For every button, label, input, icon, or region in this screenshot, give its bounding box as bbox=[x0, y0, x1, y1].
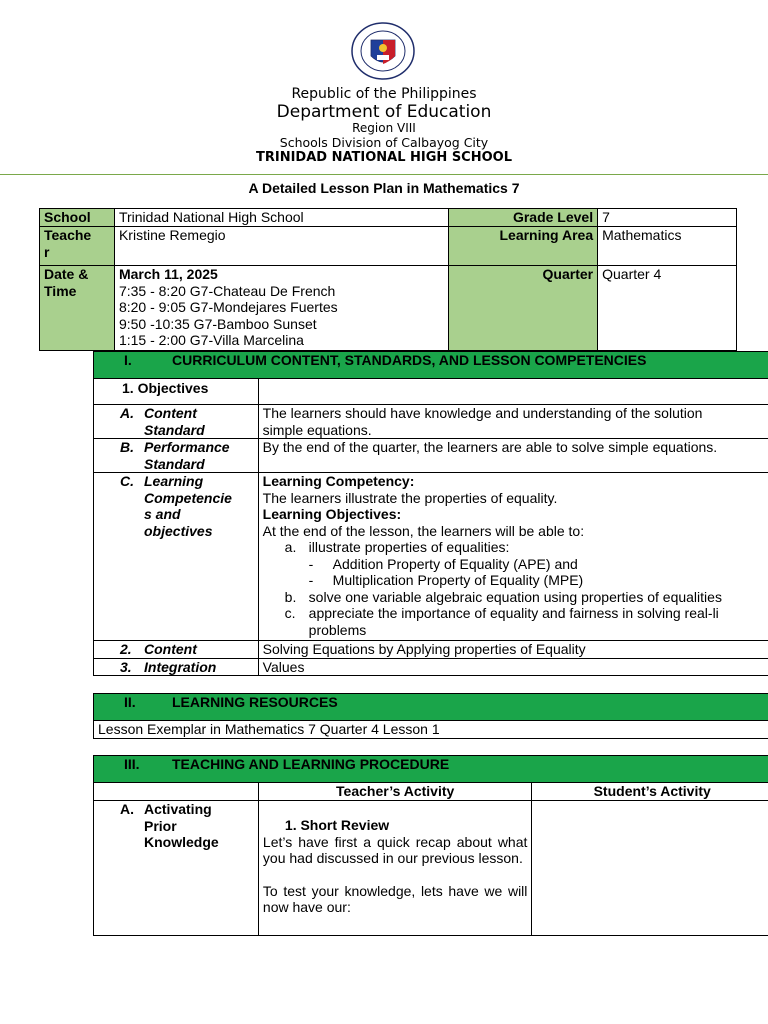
date-label: Date & Time bbox=[40, 266, 115, 351]
objective-a1: - Addition Property of Equality (APE) and bbox=[308, 555, 578, 572]
performance-standard-label: B. Performance Standard bbox=[94, 439, 259, 473]
school-label: School bbox=[40, 209, 115, 227]
date-value: March 11, 2025 bbox=[118, 266, 218, 282]
department-line: Department of Education bbox=[276, 102, 492, 122]
short-review-heading: 1. Short Review bbox=[284, 817, 390, 833]
division-line: Schools Division of Calbayog City bbox=[279, 135, 489, 150]
competencies-value: Learning Competency: The learners illustrate the properties of equality. Learning Objectives: At the end of the lesson, the learners will be able to: a. illustrate properties of equalities: - Addition Property of Equality (APE) and - Multiplication Property of Equality (MPE) b. solve one variable algebraic equation using properties of equalities c. appreciate the importance of equality and fairness in solving real-li problems bbox=[258, 473, 768, 641]
section-2-header: II. LEARNING RESOURCES bbox=[94, 694, 768, 721]
time-slot: 7:35 - 8:20 G7-Chateau De French bbox=[118, 282, 336, 299]
date-time-value bbox=[114, 266, 448, 351]
section-1-header: I. CURRICULUM CONTENT, STANDARDS, AND LESSON COMPETENCIES bbox=[94, 352, 768, 379]
student-activity-header: Student’s Activity bbox=[532, 783, 768, 801]
teacher-activity-header: Teacher’s Activity bbox=[258, 783, 532, 801]
quarter-value: Quarter 4 bbox=[598, 266, 737, 351]
school-name: TRINIDAD NATIONAL HIGH SCHOOL bbox=[255, 150, 512, 165]
header-divider bbox=[0, 174, 768, 175]
objectives-value bbox=[258, 379, 768, 405]
teacher-value: Kristine Remegio bbox=[114, 227, 448, 266]
resources-table bbox=[93, 693, 768, 739]
procedure-table bbox=[93, 755, 768, 936]
content-value: Solving Equations by Applying properties of Equality bbox=[258, 641, 768, 659]
time-slot: 1:15 - 2:00 G7-Villa Marcelina bbox=[118, 332, 304, 348]
competencies-label: C. Learning Competencie s and objectives bbox=[94, 473, 259, 641]
objective-c: c. appreciate the importance of equality and fairness in solving real-li problems bbox=[284, 605, 719, 638]
review-paragraph: Let’s have first a quick recap about what you had discussed in our previous lesson. bbox=[262, 833, 528, 866]
student-activity-cell bbox=[532, 801, 768, 936]
review-paragraph: To test your knowledge, lets have we will now have our: bbox=[262, 882, 528, 915]
objective-a2: - Multiplication Property of Equality (MPE) bbox=[308, 572, 584, 588]
teacher-activity-cell bbox=[258, 801, 532, 936]
content-standard-label: A. Content Standard bbox=[94, 405, 259, 439]
area-label: Learning Area bbox=[449, 227, 598, 266]
grade-label: Grade Level bbox=[449, 209, 598, 227]
content-label: 2. Content bbox=[94, 641, 259, 659]
school-value: Trinidad National High School bbox=[114, 209, 448, 227]
content-standard-value: The learners should have knowledge and understanding of the solution simple equations. bbox=[258, 405, 768, 439]
plan-title: A Detailed Lesson Plan in Mathematics 7 bbox=[248, 180, 520, 196]
region-line: Region VIII bbox=[352, 121, 416, 135]
curriculum-table bbox=[93, 351, 768, 676]
objective-a: a. illustrate properties of equalities: bbox=[284, 539, 510, 555]
objectives-label: 1. Objectives bbox=[94, 379, 259, 405]
performance-standard-value: By the end of the quarter, the learners are able to solve simple equations. bbox=[258, 439, 768, 473]
integration-value: Values bbox=[258, 658, 768, 676]
resource-item: Lesson Exemplar in Mathematics 7 Quarter 4 Lesson 1 bbox=[94, 721, 768, 739]
quarter-label: Quarter bbox=[449, 266, 598, 351]
republic-line: Republic of the Philippines bbox=[291, 86, 477, 102]
integration-label: 3. Integration bbox=[94, 658, 259, 676]
area-value: Mathematics bbox=[598, 227, 737, 266]
time-slot: 9:50 -10:35 G7-Bamboo Sunset bbox=[118, 315, 317, 332]
teacher-label: Teache r bbox=[40, 227, 115, 266]
deped-seal-logo bbox=[351, 22, 415, 80]
section-3-header: III. TEACHING AND LEARNING PROCEDURE bbox=[94, 756, 768, 783]
objective-b: b. solve one variable algebraic equation using properties of equalities bbox=[284, 588, 722, 605]
info-table bbox=[39, 208, 737, 351]
activating-prior-knowledge-label: A. Activating Prior Knowledge bbox=[94, 801, 259, 936]
time-slot: 8:20 - 9:05 G7-Mondejares Fuertes bbox=[118, 299, 338, 315]
grade-value: 7 bbox=[598, 209, 737, 227]
